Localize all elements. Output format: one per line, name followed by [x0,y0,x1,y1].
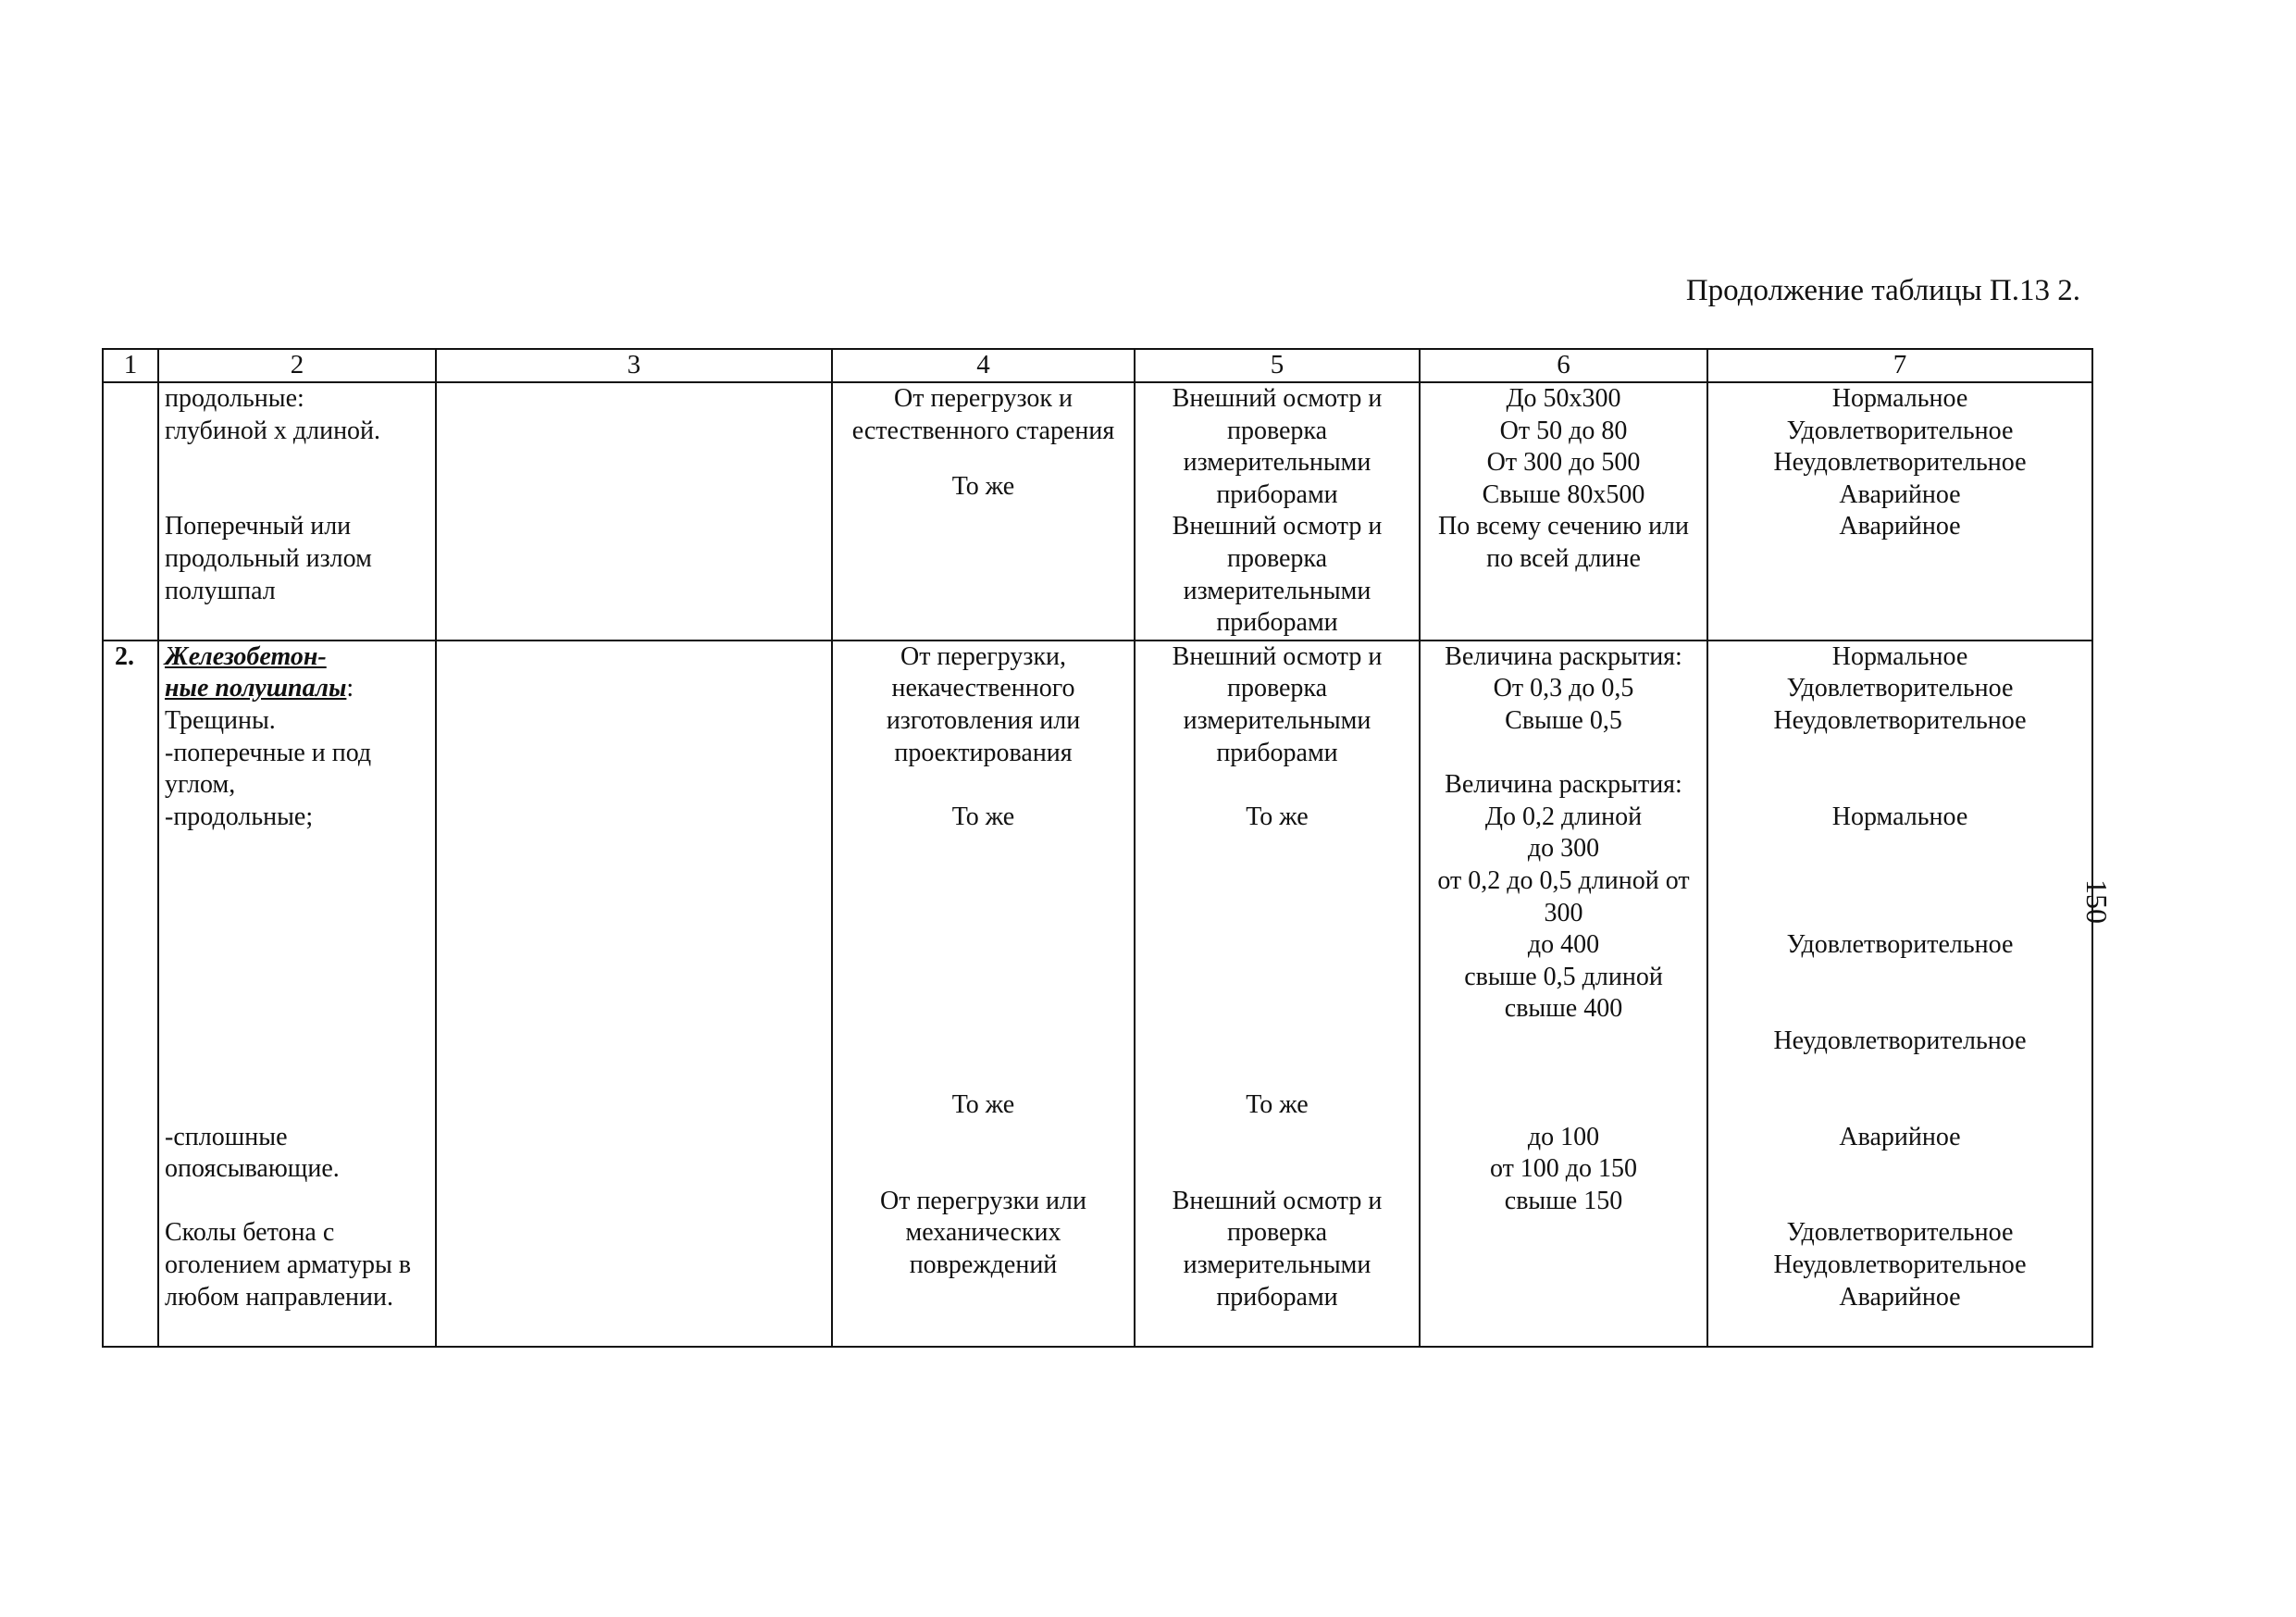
header-cell: 1 [103,349,158,382]
method-cell: Внешний осмотр и проверка измерительными приборами То же То же Внешний осмотр и проверка измерительными приборами [1135,641,1420,1347]
cause-cell: От перегрузки, некачественного изготовления или проектирования То же То же От перегрузки или механических повреждений [832,641,1135,1347]
table-row [103,641,2092,1347]
criteria-cell: До 50х300 От 50 до 80 От 300 до 500 Свыше 80х500 По всему сечению или по всей длине [1420,382,1707,641]
page-number: 150 [2080,879,2114,924]
condition-cell: Нормальное Удовлетворительное Неудовлетворительное Нормальное Удовлетворительное Неудовлетворительное Аварийное Удовлетворительное Неудовлетворительное Аварийное [1707,641,2092,1347]
header-cell: 5 [1135,349,1420,382]
header-cell: 2 [158,349,436,382]
header-row [103,349,2092,382]
method-cell: Внешний осмотр и проверка измерительными приборами Внешний осмотр и проверка измерительными приборами [1135,382,1420,641]
defect-cell: Железобетон- ные полушпалы: Трещины. -поперечные и под углом, -продольные; -сплошные опоясывающие. Сколы бетона с оголением арматуры в любом направлении. [158,641,436,1347]
criteria-cell: Величина раскрытия: От 0,3 до 0,5 Свыше 0,5 Величина раскрытия: До 0,2 длиной до 300 от 0,2 до 0,5 длиной от 300 до 400 свыше 0,5 длиной свыше 400 до 100 от 100 до 150 свыше 150 [1420,641,1707,1347]
header-cell: 7 [1707,349,2092,382]
table-row [103,382,2092,641]
row-number-cell: 2. [103,641,158,1347]
cause-cell: От перегрузок и естественного старения То же [832,382,1135,641]
empty-cell [436,641,832,1347]
empty-cell [436,382,832,641]
table-caption: Продолжение таблицы П.13 2. [1685,274,2080,307]
header-cell: 6 [1420,349,1707,382]
defect-cell: продольные: глубиной х длиной. Поперечный или продольный излом полушпал [158,382,436,641]
condition-table [102,348,2093,1348]
row-number-cell [103,382,158,641]
header-cell: 4 [832,349,1135,382]
header-cell: 3 [436,349,832,382]
condition-cell: Нормальное Удовлетворительное Неудовлетворительное Аварийное Аварийное [1707,382,2092,641]
